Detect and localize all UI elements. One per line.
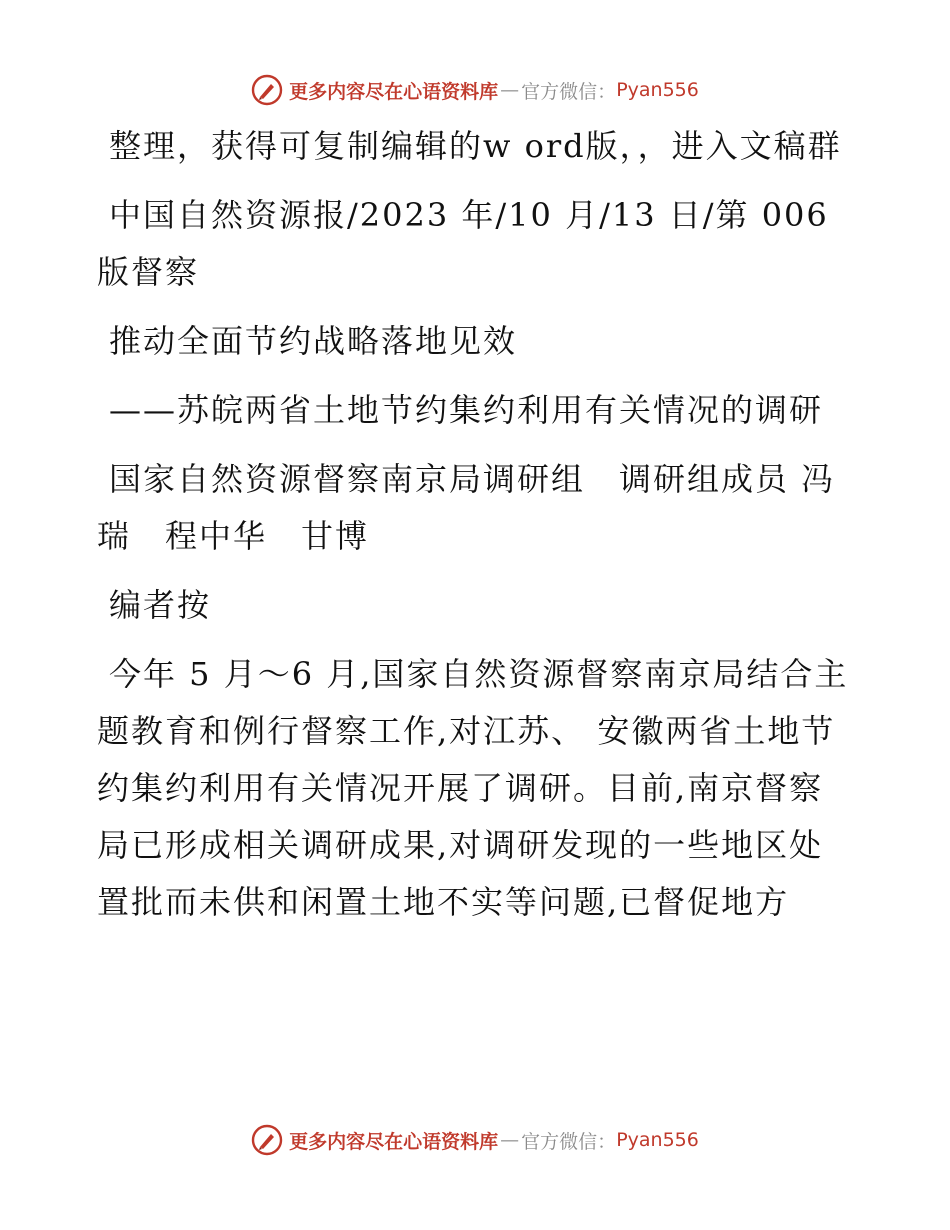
author-line: 国家自然资源督察南京局调研组 调研组成员 冯瑞 程中华 甘博 xyxy=(97,460,836,555)
article-title: 推动全面节约战略落地见效 xyxy=(109,322,518,360)
editor-note-heading: 编者按 xyxy=(109,586,212,624)
editor-note-body: 今年 5 月～6 月,国家自然资源督察南京局结合主题教育和例行督察工作,对江苏、 安徽两省土地节约集约利用有关情况开展了调研。目前,南京督察局已形成相关调研成果,对调研发现的一些地区处置批而未供和闲置土地不实等问题,已督促地方 xyxy=(97,655,849,921)
watermark-promo: 更多内容尽在心语资料库 xyxy=(289,1130,499,1153)
header-watermark xyxy=(0,72,950,108)
pen-logo-icon xyxy=(251,74,283,106)
watermark-contact-id: Pyan556 xyxy=(616,79,699,101)
watermark-contact-label: 官方微信： xyxy=(521,1130,617,1153)
intro-paragraph: 整理，获得可复制编辑的w ord版，，进入文稿群 xyxy=(109,127,842,165)
watermark-contact-label: 官方微信： xyxy=(521,80,617,103)
watermark-contact-id: Pyan556 xyxy=(616,1129,699,1151)
pen-logo-icon xyxy=(251,1124,283,1156)
watermark-dash: — xyxy=(500,1129,520,1151)
watermark-promo: 更多内容尽在心语资料库 xyxy=(289,80,499,103)
watermark-dash: — xyxy=(500,79,520,101)
article-subtitle: ——苏皖两省土地节约集约利用有关情况的调研 xyxy=(109,391,824,429)
source-line: 中国自然资源报/2023 年/10 月/13 日/第 006 版督察 xyxy=(97,196,829,291)
document-body xyxy=(97,118,857,931)
footer-watermark xyxy=(0,1122,950,1158)
